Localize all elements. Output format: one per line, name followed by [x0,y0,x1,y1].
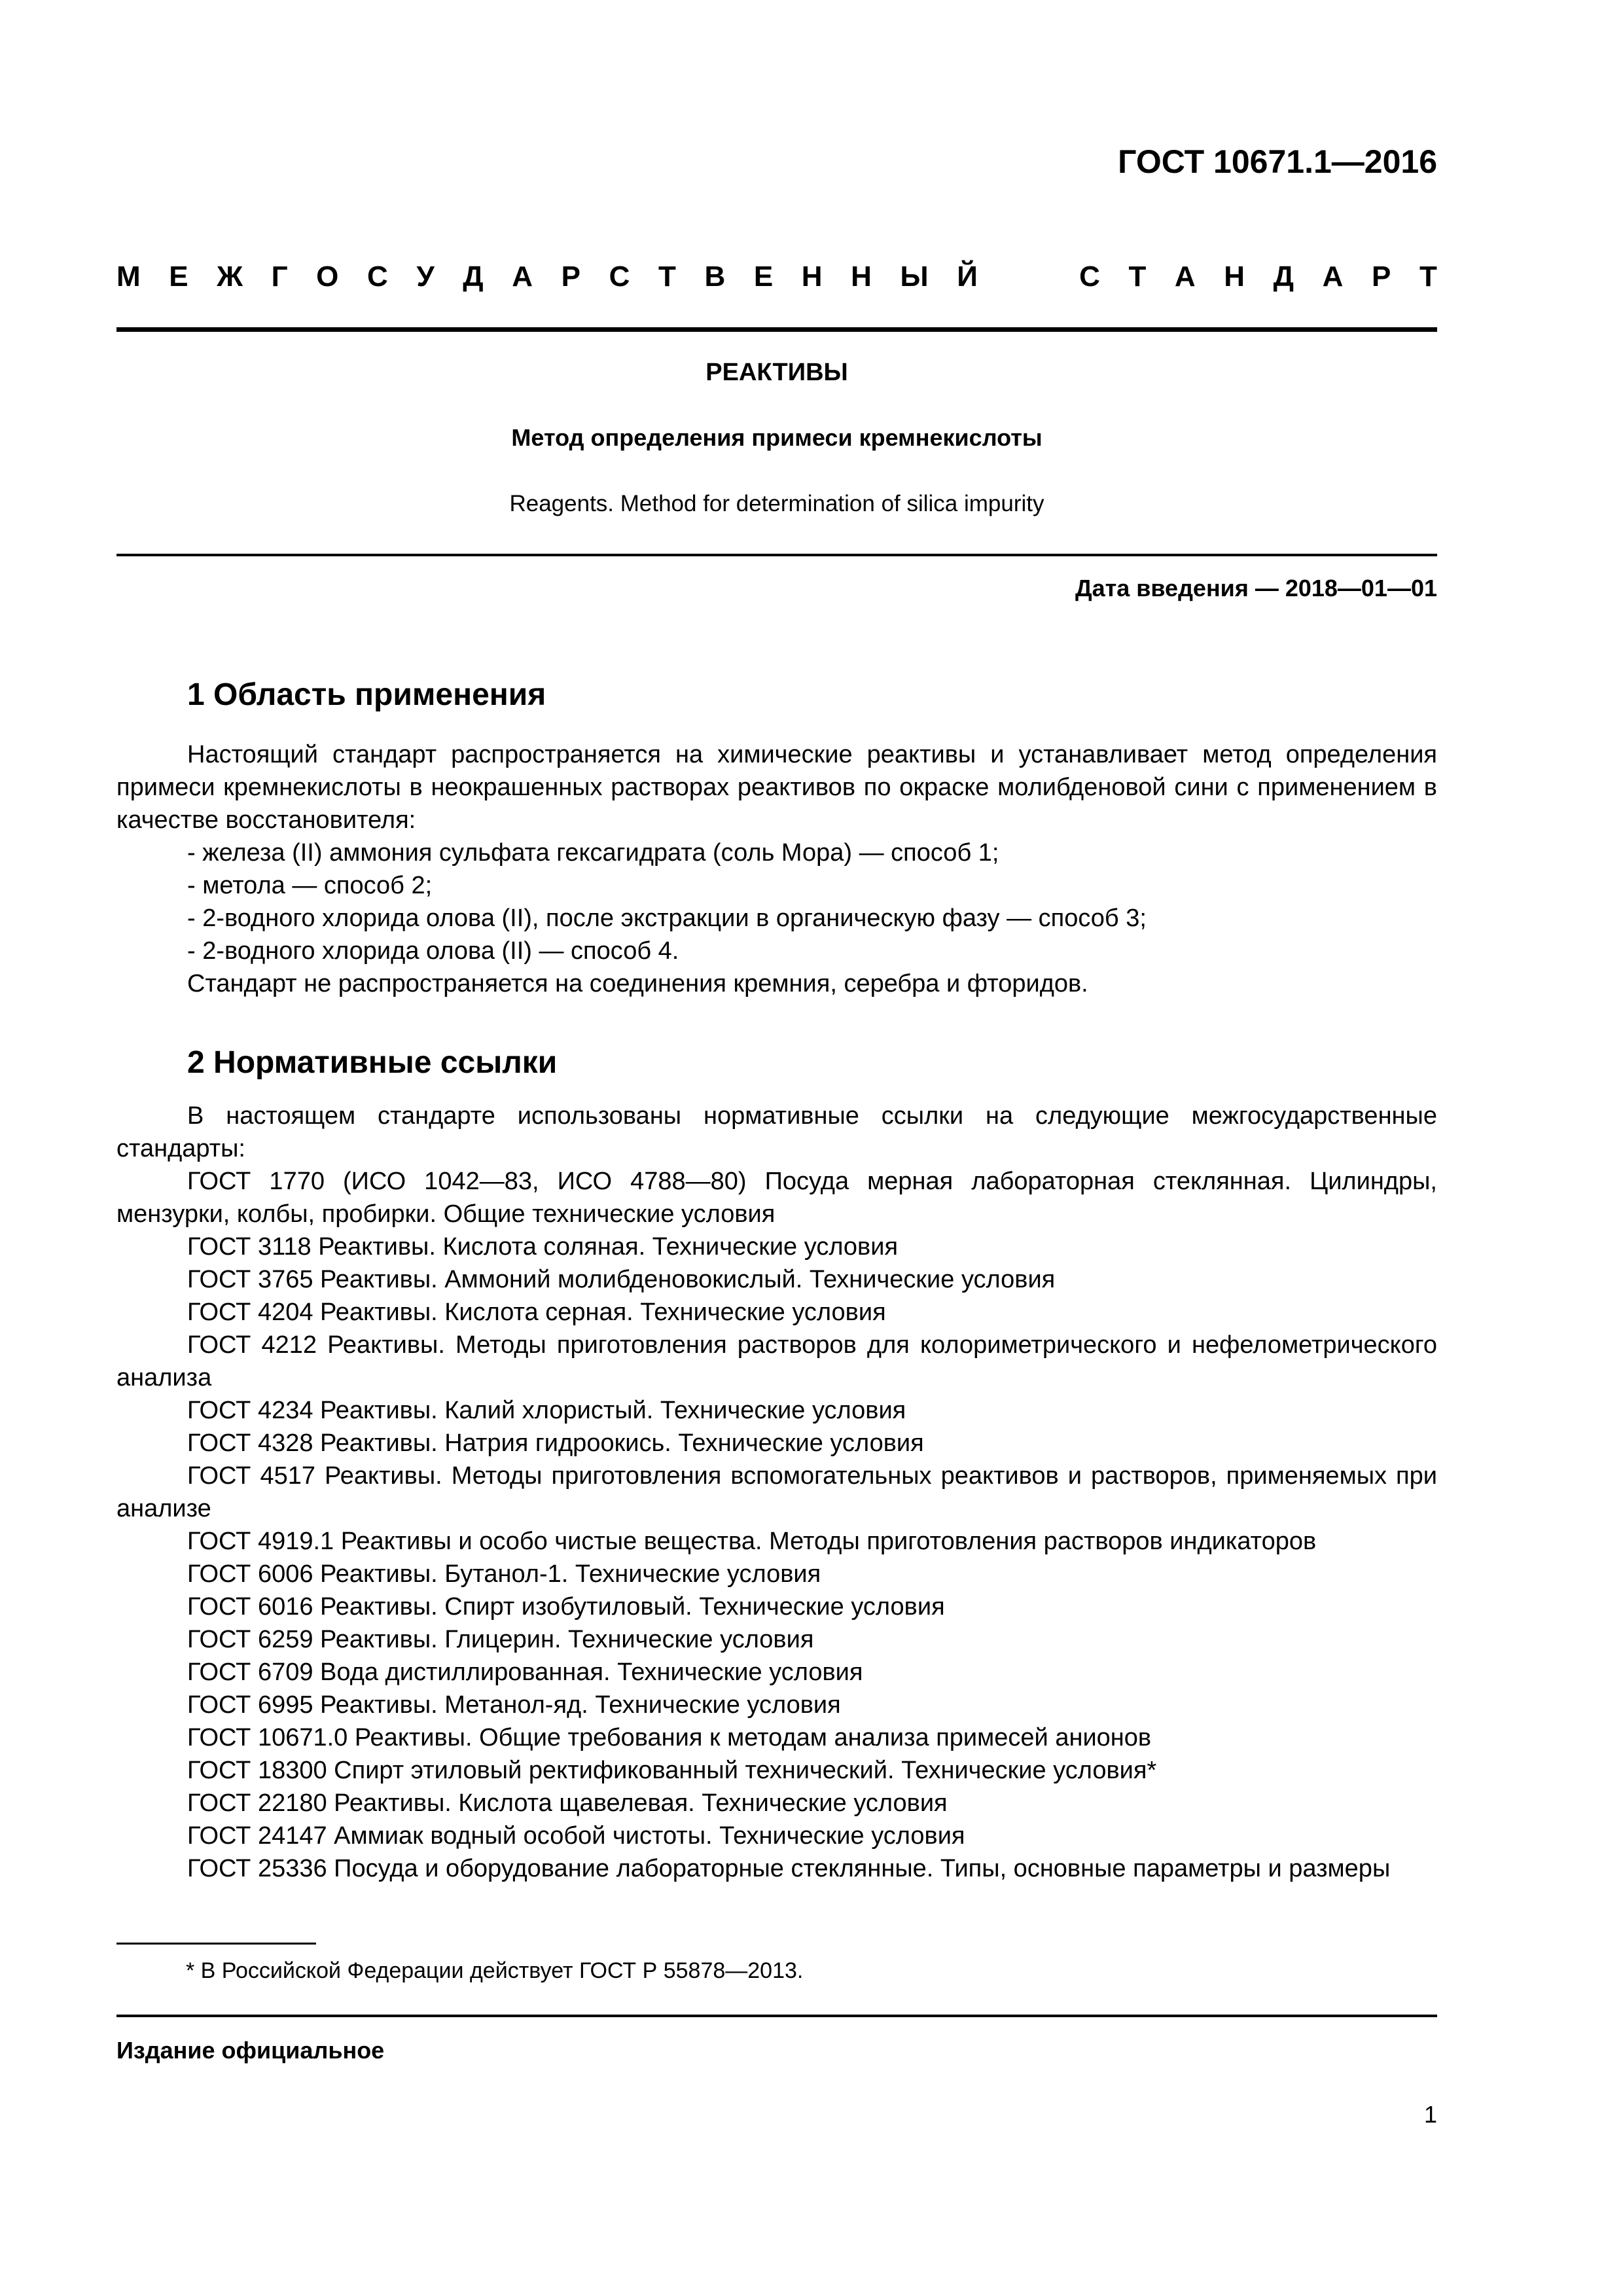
banner-letter: О [316,260,339,293]
banner-letter [1043,260,1050,293]
section-1-heading: 1 Область применения [187,677,546,712]
page-number: 1 [1423,2101,1437,2128]
interstate-standard-banner [116,260,1437,293]
banner-letter: Н [801,260,823,293]
section-1-body [116,738,1437,1000]
reference-item: ГОСТ 10671.0 Реактивы. Общие требования к методам анализа примесей анионов [187,1724,1152,1751]
banner-letter: Ы [900,260,929,293]
list-item: - железа (II) аммония сульфата гексагидрата (соль Мора) — способ 1; [187,839,999,867]
banner-letter: Е [753,260,774,293]
section-2-paragraph: В настоящем стандарте использованы нормативные ссылки на следующие межгосударственные стандарты: [116,1102,1437,1162]
banner-letter: Р [1372,260,1391,293]
introduction-date: Дата введения — 2018—01—01 [1075,575,1437,601]
reference-item: ГОСТ 6259 Реактивы. Глицерин. Технические условия [187,1626,814,1653]
english-title: Reagents. Method for determination of silica impurity [509,491,1044,516]
reference-item: ГОСТ 4204 Реактивы. Кислота серная. Технические условия [187,1299,886,1326]
gost-number: ГОСТ 10671.1—2016 [1118,143,1437,180]
reference-item: ГОСТ 3118 Реактивы. Кислота соляная. Технические условия [187,1233,899,1261]
banner-letter: Е [169,260,188,293]
banner-letter: Г [271,260,288,293]
banner-letter: С [609,260,630,293]
banner-letter: Р [561,260,580,293]
banner-letter [1006,260,1014,293]
banner-letter: В [704,260,726,293]
reference-item: ГОСТ 4234 Реактивы. Калий хлористый. Технические условия [187,1397,906,1424]
reference-item: ГОСТ 18300 Спирт этиловый ректификованный технический. Технические условия* [187,1757,1157,1784]
reference-item: ГОСТ 4517 Реактивы. Методы приготовления вспомогательных реактивов и растворов, применяемых при анализе [116,1462,1437,1522]
banner-letter: Д [1273,260,1294,293]
document-page [116,0,1437,2296]
banner-letter: Н [1224,260,1245,293]
reference-item: ГОСТ 6995 Реактивы. Метанол-яд. Технические условия [187,1691,841,1719]
footer-rule [116,2015,1437,2017]
header-rule [116,327,1437,332]
list-item: - 2-водного хлорида олова (II), после экстракции в органическую фазу — способ 3; [187,905,1147,932]
list-item: - 2-водного хлорида олова (II) — способ 4. [187,937,679,965]
footnote-separator [116,1943,316,1945]
reference-item: ГОСТ 6709 Вода дистиллированная. Технические условия [187,1659,863,1686]
section-1-paragraph: Настоящий стандарт распространяется на химические реактивы и устанавливает метод определения примеси кремнекислоты в неокрашенных растворах реактивов по окраске молибденовой сини с применением в качестве восстановителя: [116,741,1437,834]
document-subtitle: Метод определения примеси кремнекислоты [511,424,1043,451]
reference-item: ГОСТ 1770 (ИСО 1042—83, ИСО 4788—80) Посуда мерная лабораторная стеклянная. Цилиндры, мензурки, колбы, пробирки. Общие технические условия [116,1168,1437,1228]
banner-letter: У [416,260,435,293]
banner-letter: С [366,260,388,293]
section-1-closing: Стандарт не распространяется на соединения кремния, серебра и фторидов. [187,970,1088,997]
section-2-heading: 2 Нормативные ссылки [187,1045,558,1080]
banner-letter: Т [658,260,676,293]
footnote: * В Российской Федерации действует ГОСТ Р 55878—2013. [186,1958,804,1983]
reference-item: ГОСТ 22180 Реактивы. Кислота щавелевая. Технические условия [187,1789,948,1817]
banner-letter: Н [851,260,872,293]
reference-item: ГОСТ 4212 Реактивы. Методы приготовления растворов для колориметрического и нефелометрического анализа [116,1331,1437,1391]
reference-item: ГОСТ 6016 Реактивы. Спирт изобутиловый. Технические условия [187,1593,945,1621]
reference-item: ГОСТ 6006 Реактивы. Бутанол-1. Технические условия [187,1560,821,1588]
reference-item: ГОСТ 4919.1 Реактивы и особо чистые вещества. Методы приготовления растворов индикаторов [187,1528,1317,1555]
banner-letter: А [1174,260,1196,293]
list-item: - метола — способ 2; [187,872,433,899]
banner-letter: А [512,260,533,293]
banner-letter: Й [957,260,978,293]
document-title: РЕАКТИВЫ [705,359,848,386]
section-2-body [116,1100,1437,1885]
banner-letter: Д [463,260,484,293]
banner-letter: Ж [217,260,243,293]
banner-letter: С [1079,260,1100,293]
banner-letter: М [116,260,141,293]
reference-item: ГОСТ 24147 Аммиак водный особой чистоты. Технические условия [187,1822,965,1850]
banner-letter: Т [1128,260,1147,293]
banner-letter: А [1322,260,1344,293]
title-rule [116,554,1437,556]
reference-item: ГОСТ 4328 Реактивы. Натрия гидроокись. Технические условия [187,1429,924,1457]
official-edition-label: Издание официальное [116,2037,385,2064]
reference-item: ГОСТ 3765 Реактивы. Аммоний молибденовокислый. Технические условия [187,1266,1056,1293]
banner-letter: Т [1419,260,1437,293]
reference-item: ГОСТ 25336 Посуда и оборудование лабораторные стеклянные. Типы, основные параметры и размеры [187,1855,1391,1882]
